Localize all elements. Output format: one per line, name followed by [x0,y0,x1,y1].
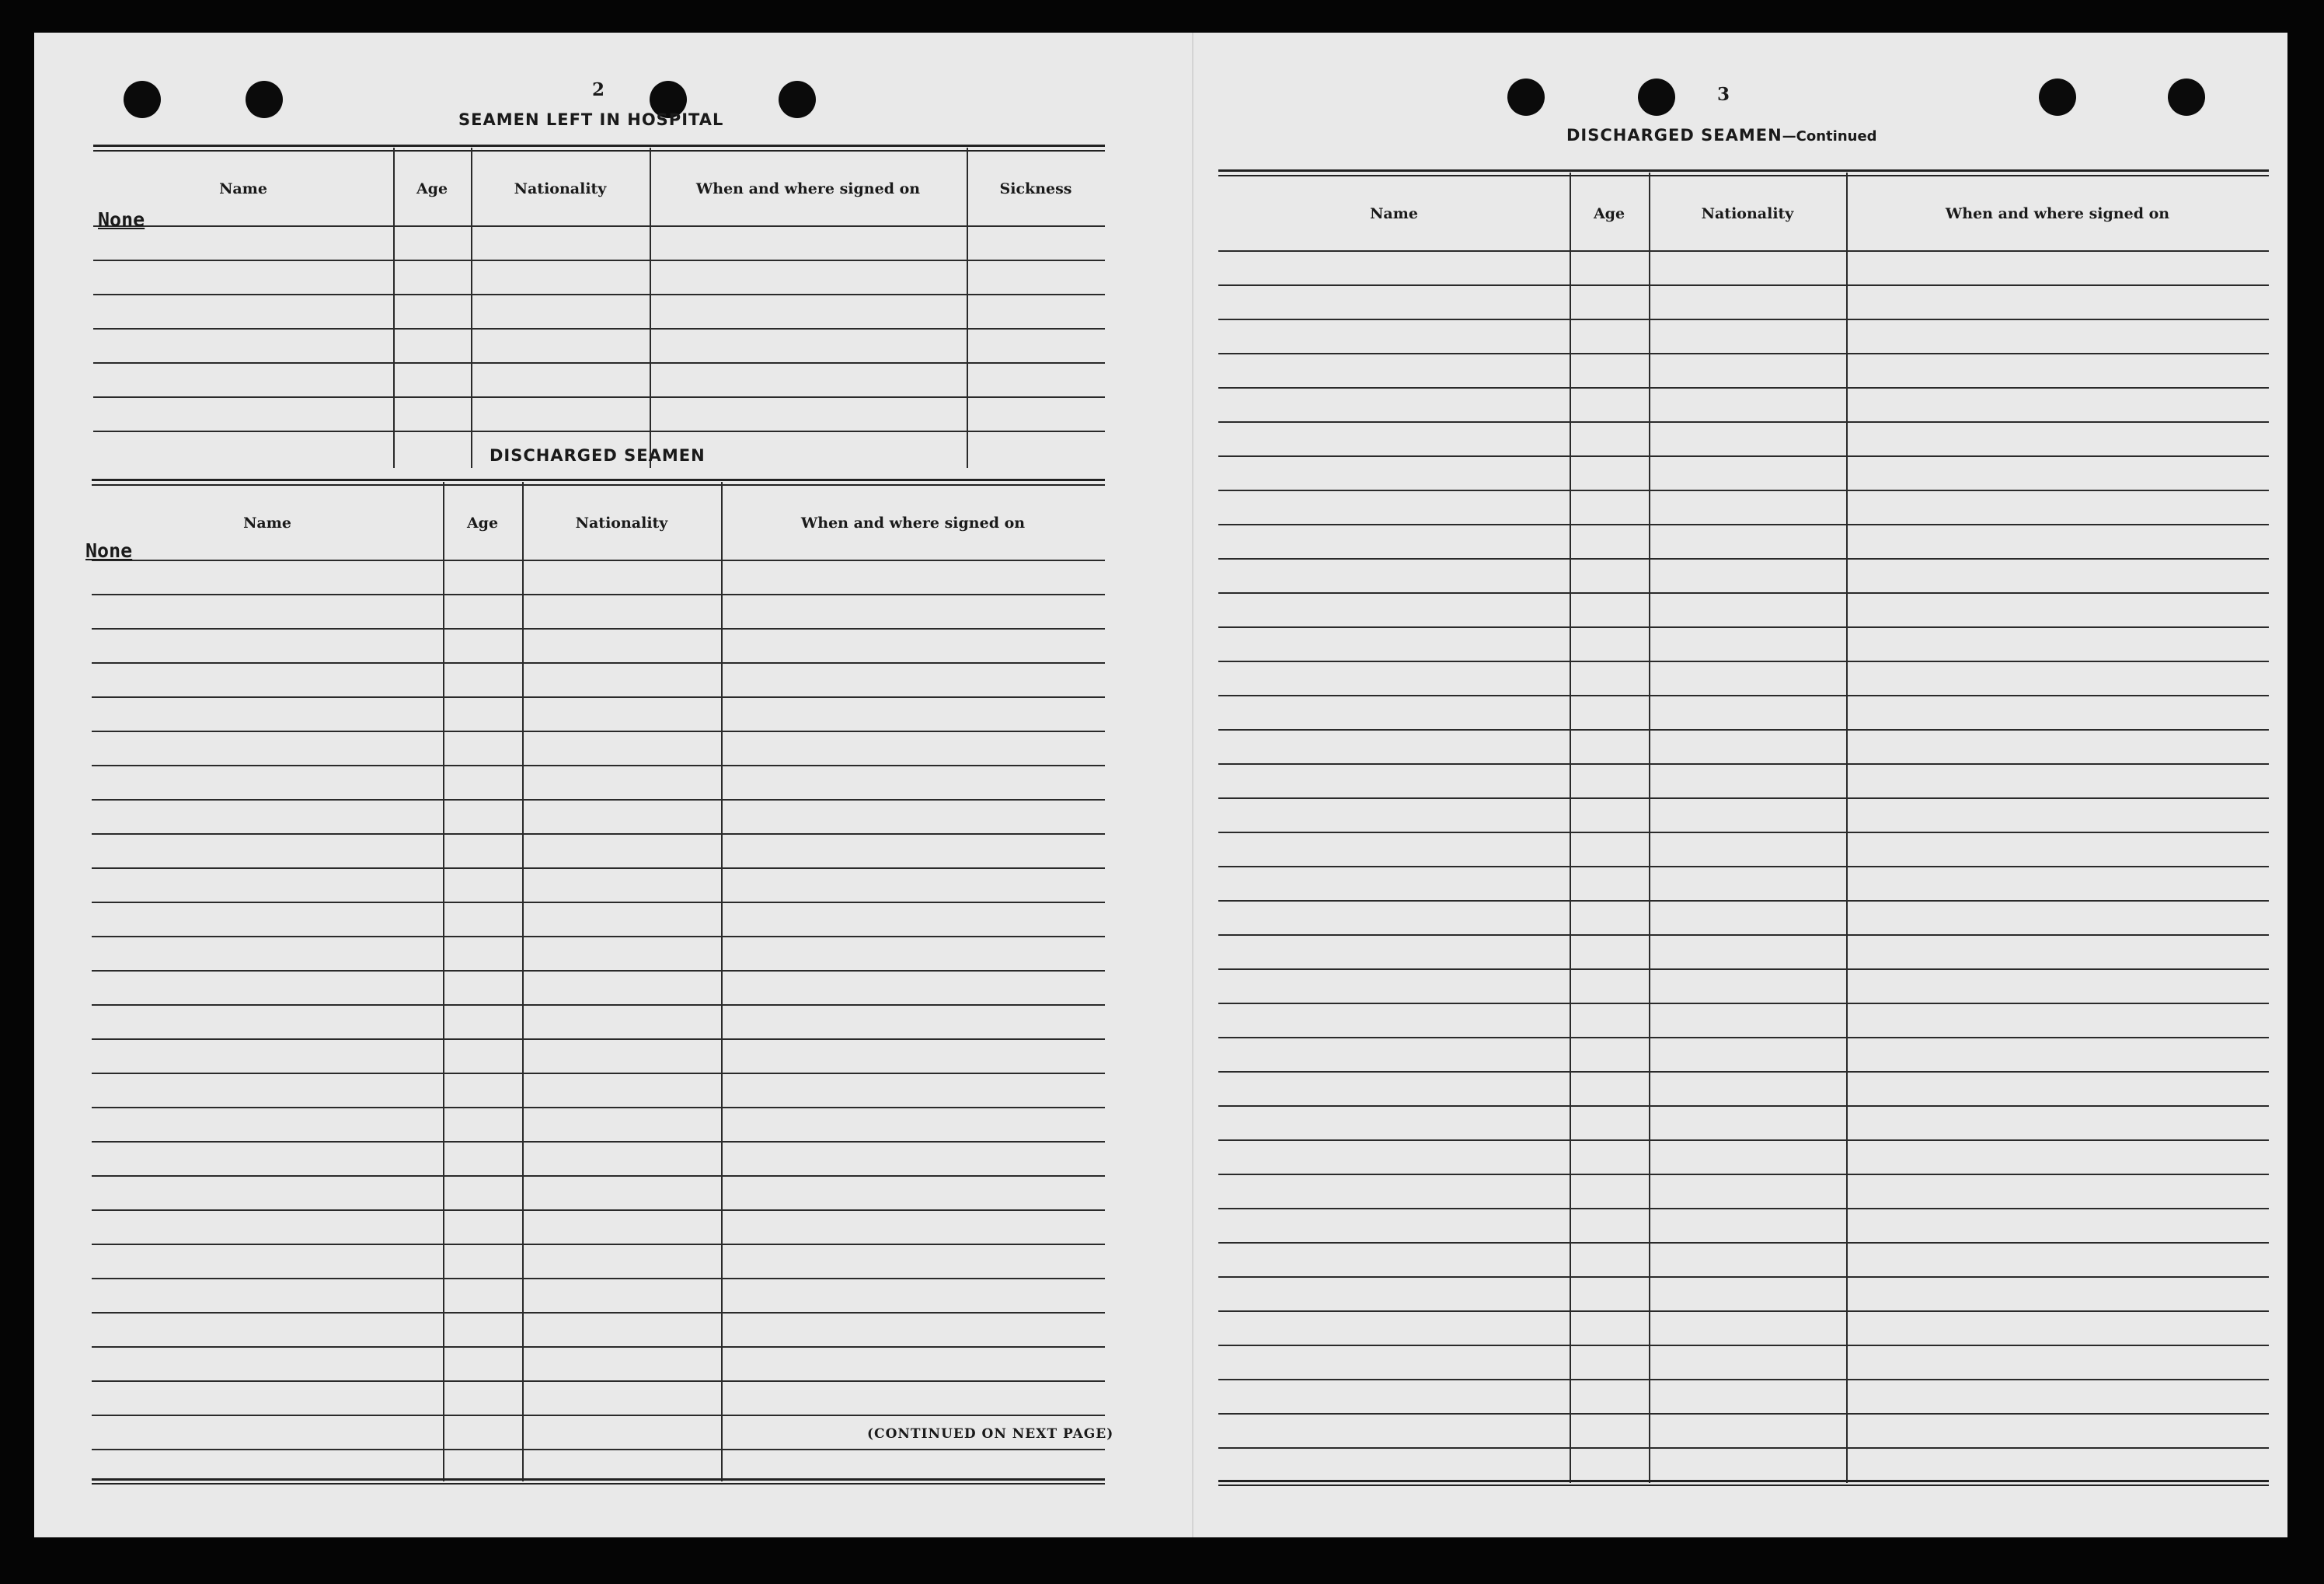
ruled-line [93,396,1105,398]
ruled-line [92,1278,1105,1279]
ruled-line [1218,797,2269,799]
hospital-entry: None [98,208,145,231]
ruled-line [92,765,1105,766]
column-header: When and where signed on [695,180,921,197]
column-divider [471,148,472,468]
column-divider [443,482,444,1481]
page-number-right: 3 [1717,84,1730,105]
column-header: When and where signed on [800,515,1026,532]
ruled-line [92,1073,1105,1074]
continued-table [1218,169,2269,1483]
ruled-line [1218,421,2269,423]
ruled-line [92,696,1105,698]
ruled-line [1218,832,2269,833]
discharged-entry: None [85,539,133,562]
table-top-rule [93,145,1105,152]
punch-hole [1507,79,1545,116]
punch-hole [124,81,161,118]
ruled-line [1218,524,2269,525]
hospital-section-title: SEAMEN LEFT IN HOSPITAL [458,110,724,129]
ruled-line [1218,284,2269,286]
column-header: Age [416,180,448,197]
column-header: Name [1370,205,1418,222]
column-divider [393,148,395,468]
ruled-line [1218,1105,2269,1107]
ruled-line [1218,1139,2269,1141]
ruled-line [1218,900,2269,902]
column-divider [650,148,651,468]
punch-hole [246,81,283,118]
ruled-line [1218,763,2269,765]
ruled-line [93,362,1105,364]
ruled-line [92,1038,1105,1040]
continued-title-suffix: —Continued [1782,128,1877,145]
ruled-line [92,628,1105,630]
column-divider [1649,173,1650,1483]
ruled-line [1218,1037,2269,1038]
ruled-line [1218,455,2269,457]
ruled-line [1218,1208,2269,1209]
discharged-section-title: DISCHARGED SEAMEN [490,446,706,465]
table-top-rule [92,479,1105,486]
column-header: Nationality [575,515,668,532]
ruled-line [92,1244,1105,1245]
ruled-line [93,328,1105,330]
ruled-line [93,225,1105,227]
ruled-line [92,867,1105,869]
ruled-line [92,1346,1105,1348]
table-bottom-rule [92,1478,1105,1485]
ruled-line [92,1449,1105,1450]
column-divider [967,148,968,468]
ruled-line [1218,1379,2269,1380]
ruled-line [1218,695,2269,696]
ruled-line [92,594,1105,595]
column-divider [522,482,524,1481]
ruled-line [92,1107,1105,1108]
ruled-line [92,731,1105,732]
column-divider [721,482,723,1481]
continued-note: (CONTINUED ON NEXT PAGE) [867,1426,1114,1442]
column-divider [1570,173,1571,1483]
ruled-line [1218,387,2269,389]
ruled-line [1218,1071,2269,1073]
ruled-line [92,1209,1105,1211]
ruled-line [93,260,1105,261]
continued-section-title [1566,126,1877,145]
ruled-line [1218,592,2269,594]
ruled-line [1218,1003,2269,1004]
column-header: Sickness [999,180,1072,197]
continued-title-main: DISCHARGED SEAMEN [1566,126,1782,145]
ruled-line [92,1141,1105,1143]
ruled-line [93,294,1105,295]
column-header: Nationality [1701,205,1794,222]
ruled-line [92,662,1105,664]
ruled-line [92,1004,1105,1006]
ruled-line [1218,626,2269,628]
ruled-line [1218,1310,2269,1312]
ruled-line [1218,934,2269,936]
ruled-line [92,560,1105,561]
ruled-line [92,799,1105,801]
ruled-line [1218,1242,2269,1244]
punch-hole [779,81,816,118]
column-header: Age [466,515,499,532]
column-divider [1846,173,1848,1483]
ruled-line [1218,1345,2269,1346]
document-sheet [34,33,2287,1537]
ruled-line [92,1415,1105,1416]
page-fold [1192,33,1193,1537]
punch-hole [1638,79,1675,116]
ruled-line [93,431,1105,432]
ruled-line [92,1175,1105,1177]
ruled-line [1218,968,2269,970]
ruled-line [1218,558,2269,560]
ruled-line [1218,729,2269,731]
ruled-line [1218,353,2269,354]
ruled-line [1218,1413,2269,1415]
column-header: Nationality [514,180,607,197]
ruled-line [92,970,1105,972]
ruled-line [92,1380,1105,1382]
ruled-line [1218,1174,2269,1175]
table-bottom-rule [1218,1480,2269,1486]
ruled-line [1218,490,2269,491]
discharged-table [92,479,1105,1481]
punch-hole [2039,79,2076,116]
column-header: Age [1593,205,1625,222]
ruled-line [1218,250,2269,252]
ruled-line [1218,319,2269,320]
ruled-line [92,936,1105,937]
ruled-line [92,1312,1105,1314]
ruled-line [92,902,1105,903]
ruled-line [1218,866,2269,867]
table-top-rule [1218,169,2269,176]
hospital-table [93,145,1105,468]
page-number-left: 2 [592,79,605,100]
column-header: Name [243,515,291,532]
column-header: When and where signed on [1945,205,2170,222]
ruled-line [1218,1447,2269,1449]
ruled-line [1218,661,2269,662]
ruled-line [92,833,1105,835]
ruled-line [1218,1276,2269,1278]
column-header: Name [219,180,267,197]
punch-hole [2168,79,2205,116]
